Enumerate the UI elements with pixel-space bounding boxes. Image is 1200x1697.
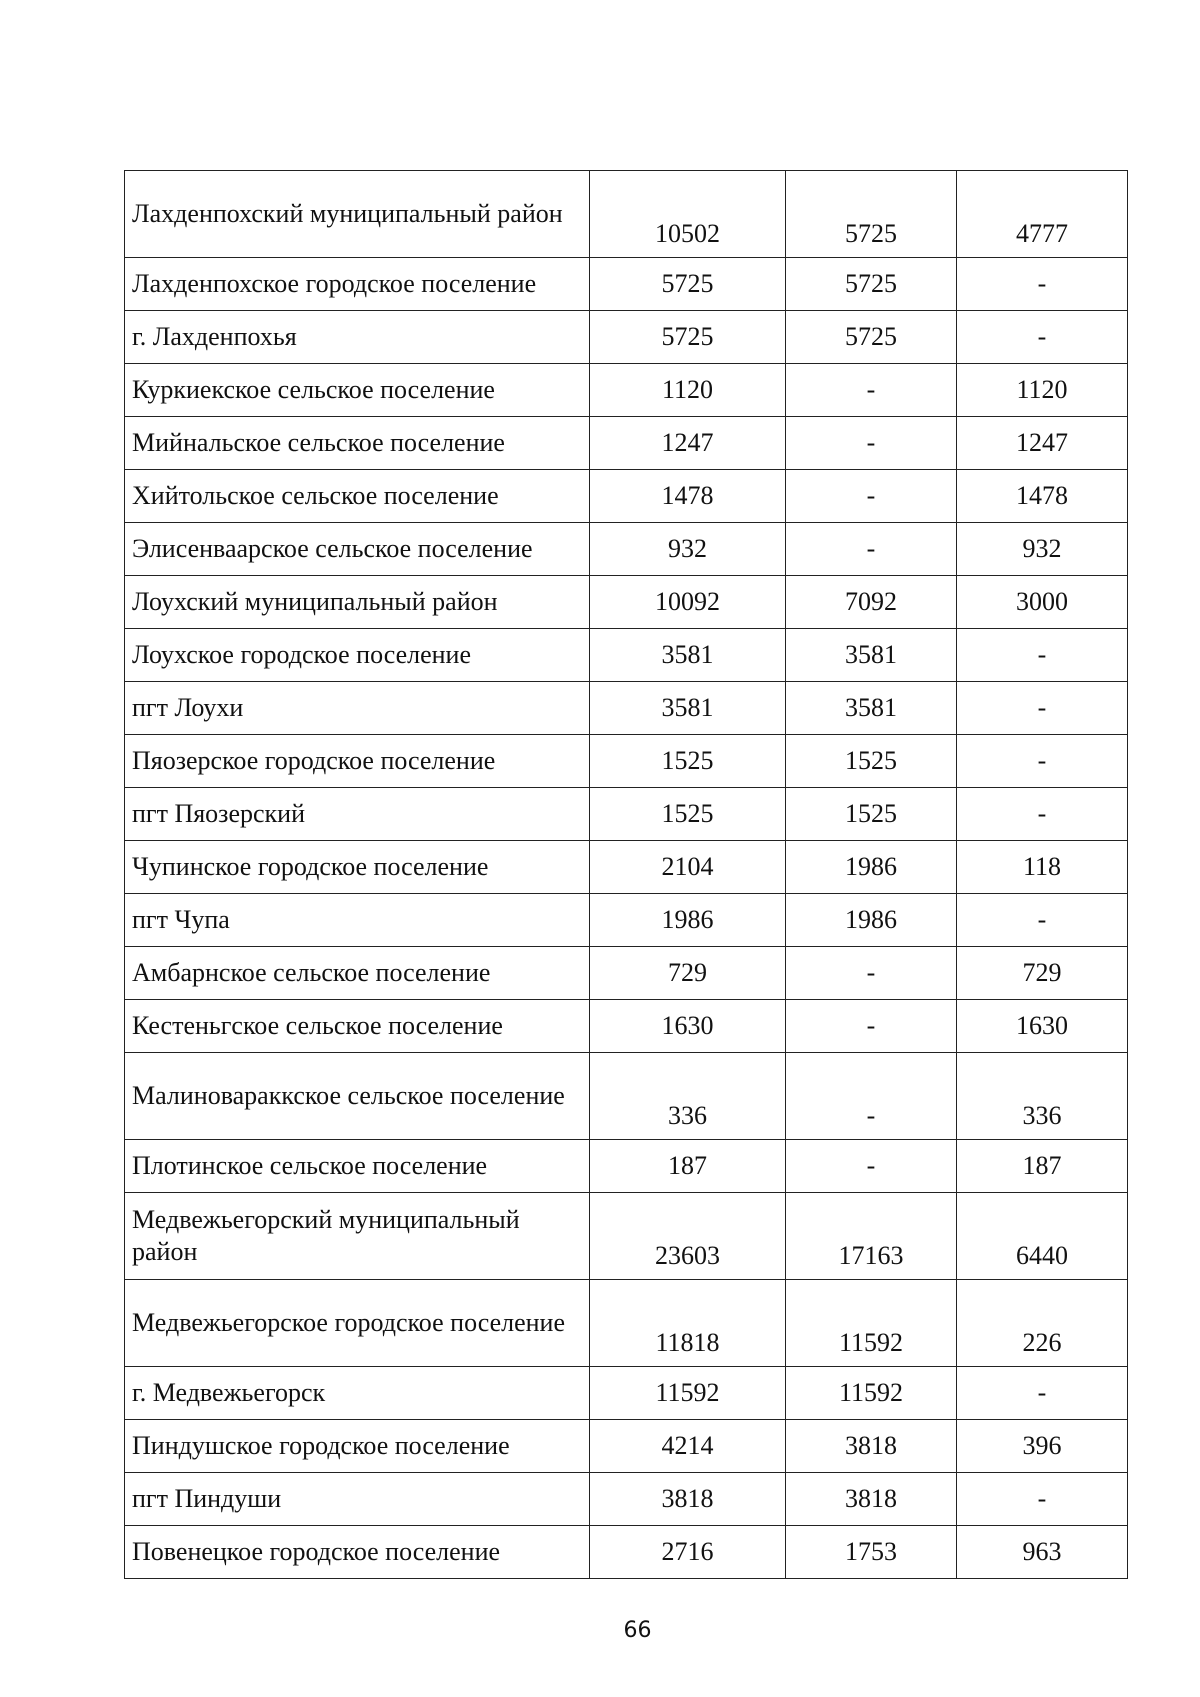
total-population-cell: 3581: [590, 682, 786, 735]
table-row: [125, 1526, 1128, 1579]
rural-population-cell: 1120: [957, 364, 1128, 417]
total-population-cell: 4214: [590, 1420, 786, 1473]
settlement-name-cell: Амбарнское сельское поселение: [125, 947, 590, 1000]
table-row: [125, 1140, 1128, 1193]
rural-population-cell: -: [957, 1473, 1128, 1526]
rural-population-cell: -: [957, 629, 1128, 682]
settlement-name-cell: Медвежьегорский муниципальный район: [125, 1193, 590, 1280]
settlement-name-cell: Лоухский муниципальный район: [125, 576, 590, 629]
table-row: [125, 682, 1128, 735]
settlement-name-cell: Мийнальское сельское поселение: [125, 417, 590, 470]
rural-population-cell: 396: [957, 1420, 1128, 1473]
table-row: [125, 523, 1128, 576]
total-population-cell: 1986: [590, 894, 786, 947]
rural-population-cell: 6440: [957, 1193, 1128, 1280]
urban-population-cell: 1753: [786, 1526, 957, 1579]
rural-population-cell: 1630: [957, 1000, 1128, 1053]
urban-population-cell: 5725: [786, 171, 957, 258]
total-population-cell: 10092: [590, 576, 786, 629]
urban-population-cell: 1525: [786, 788, 957, 841]
table-row: [125, 171, 1128, 258]
settlement-name-cell: г. Лахденпохья: [125, 311, 590, 364]
urban-population-cell: -: [786, 364, 957, 417]
table-row: [125, 417, 1128, 470]
rural-population-cell: -: [957, 894, 1128, 947]
total-population-cell: 5725: [590, 258, 786, 311]
rural-population-cell: -: [957, 258, 1128, 311]
settlement-name-cell: Лахденпохский муниципальный район: [125, 171, 590, 258]
table-row: [125, 841, 1128, 894]
total-population-cell: 1525: [590, 735, 786, 788]
urban-population-cell: 11592: [786, 1280, 957, 1367]
table-row: [125, 1280, 1128, 1367]
table-row: [125, 576, 1128, 629]
rural-population-cell: 1247: [957, 417, 1128, 470]
settlement-name-cell: Лоухское городское поселение: [125, 629, 590, 682]
total-population-cell: 11818: [590, 1280, 786, 1367]
urban-population-cell: 3581: [786, 629, 957, 682]
urban-population-cell: 1525: [786, 735, 957, 788]
total-population-cell: 5725: [590, 311, 786, 364]
rural-population-cell: 1478: [957, 470, 1128, 523]
urban-population-cell: 11592: [786, 1367, 957, 1420]
rural-population-cell: 3000: [957, 576, 1128, 629]
total-population-cell: 729: [590, 947, 786, 1000]
urban-population-cell: 3818: [786, 1473, 957, 1526]
total-population-cell: 932: [590, 523, 786, 576]
rural-population-cell: 187: [957, 1140, 1128, 1193]
table-row: [125, 258, 1128, 311]
total-population-cell: 10502: [590, 171, 786, 258]
settlement-name-cell: Медвежьегорское городское поселение: [125, 1280, 590, 1367]
rural-population-cell: -: [957, 1367, 1128, 1420]
urban-population-cell: -: [786, 1140, 957, 1193]
settlement-name-cell: Чупинское городское поселение: [125, 841, 590, 894]
settlement-name-cell: Лахденпохское городское поселение: [125, 258, 590, 311]
settlement-name-cell: Куркиекское сельское поселение: [125, 364, 590, 417]
total-population-cell: 23603: [590, 1193, 786, 1280]
rural-population-cell: 932: [957, 523, 1128, 576]
settlement-name-cell: Хийтольское сельское поселение: [125, 470, 590, 523]
table-row: [125, 735, 1128, 788]
settlement-name-cell: пгт Лоухи: [125, 682, 590, 735]
table-row: [125, 1000, 1128, 1053]
table-row: [125, 1367, 1128, 1420]
urban-population-cell: -: [786, 470, 957, 523]
urban-population-cell: -: [786, 1053, 957, 1140]
rural-population-cell: -: [957, 682, 1128, 735]
table-row: [125, 470, 1128, 523]
settlement-name-cell: г. Медвежьегорск: [125, 1367, 590, 1420]
rural-population-cell: 226: [957, 1280, 1128, 1367]
settlement-name-cell: пгт Пяозерский: [125, 788, 590, 841]
urban-population-cell: -: [786, 417, 957, 470]
rural-population-cell: -: [957, 735, 1128, 788]
urban-population-cell: -: [786, 523, 957, 576]
urban-population-cell: 3581: [786, 682, 957, 735]
urban-population-cell: -: [786, 1000, 957, 1053]
rural-population-cell: 336: [957, 1053, 1128, 1140]
table-row: [125, 788, 1128, 841]
table-row: [125, 894, 1128, 947]
rural-population-cell: -: [957, 311, 1128, 364]
total-population-cell: 2104: [590, 841, 786, 894]
rural-population-cell: 118: [957, 841, 1128, 894]
urban-population-cell: 5725: [786, 311, 957, 364]
urban-population-cell: 5725: [786, 258, 957, 311]
population-table: [124, 170, 1128, 1579]
settlement-name-cell: Плотинское сельское поселение: [125, 1140, 590, 1193]
settlement-name-cell: Пиндушское городское поселение: [125, 1420, 590, 1473]
settlement-name-cell: Малиновараккское сельское поселение: [125, 1053, 590, 1140]
table-row: [125, 629, 1128, 682]
rural-population-cell: 963: [957, 1526, 1128, 1579]
table-row: [125, 1473, 1128, 1526]
total-population-cell: 1247: [590, 417, 786, 470]
settlement-name-cell: пгт Пиндуши: [125, 1473, 590, 1526]
table-row: [125, 364, 1128, 417]
total-population-cell: 1630: [590, 1000, 786, 1053]
total-population-cell: 1525: [590, 788, 786, 841]
urban-population-cell: 1986: [786, 894, 957, 947]
settlement-name-cell: Элисенваарское сельское поселение: [125, 523, 590, 576]
rural-population-cell: 4777: [957, 171, 1128, 258]
table-row: [125, 947, 1128, 1000]
total-population-cell: 3818: [590, 1473, 786, 1526]
total-population-cell: 336: [590, 1053, 786, 1140]
total-population-cell: 11592: [590, 1367, 786, 1420]
urban-population-cell: 1986: [786, 841, 957, 894]
table-body: [125, 171, 1128, 1579]
total-population-cell: 187: [590, 1140, 786, 1193]
table-row: [125, 311, 1128, 364]
total-population-cell: 3581: [590, 629, 786, 682]
urban-population-cell: 3818: [786, 1420, 957, 1473]
settlement-name-cell: Пяозерское городское поселение: [125, 735, 590, 788]
page-number: 66: [623, 1618, 652, 1643]
urban-population-cell: 17163: [786, 1193, 957, 1280]
table-row: [125, 1420, 1128, 1473]
urban-population-cell: 7092: [786, 576, 957, 629]
rural-population-cell: -: [957, 788, 1128, 841]
total-population-cell: 1120: [590, 364, 786, 417]
total-population-cell: 1478: [590, 470, 786, 523]
urban-population-cell: -: [786, 947, 957, 1000]
table-row: [125, 1193, 1128, 1280]
rural-population-cell: 729: [957, 947, 1128, 1000]
settlement-name-cell: Кестеньгское сельское поселение: [125, 1000, 590, 1053]
total-population-cell: 2716: [590, 1526, 786, 1579]
table-row: [125, 1053, 1128, 1140]
settlement-name-cell: Повенецкое городское поселение: [125, 1526, 590, 1579]
settlement-name-cell: пгт Чупа: [125, 894, 590, 947]
